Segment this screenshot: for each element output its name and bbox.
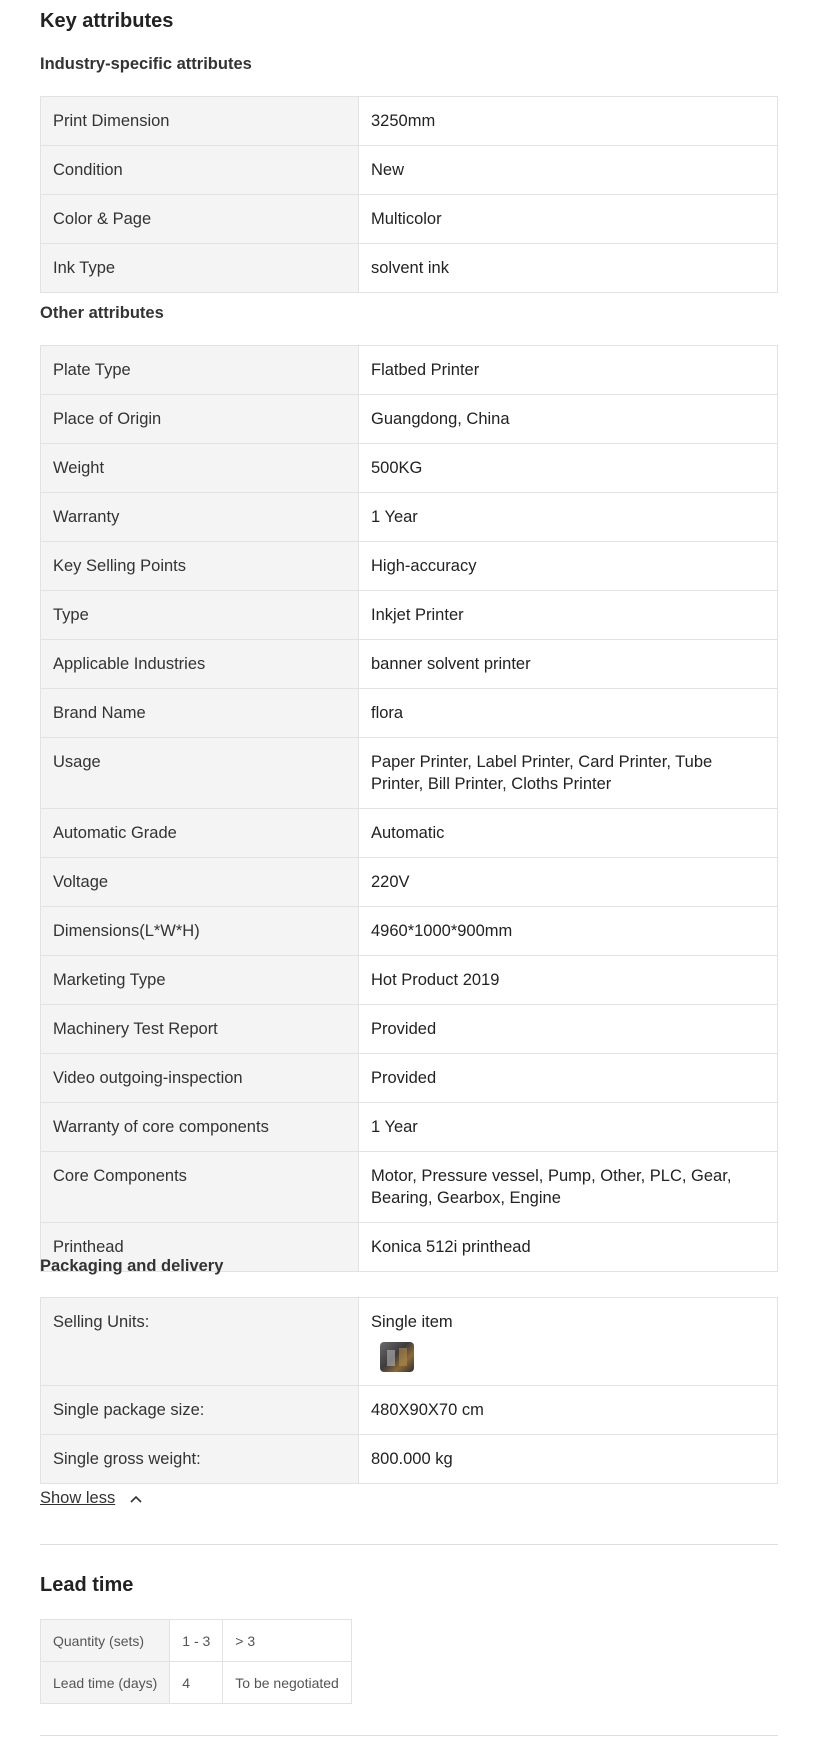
- lead-time-title: Lead time: [40, 1574, 134, 1596]
- attr-value: Provided: [359, 1005, 778, 1054]
- industry-attributes-title: Industry-specific attributes: [40, 55, 252, 73]
- table-row: [41, 640, 778, 689]
- attr-value: 500KG: [359, 444, 778, 493]
- attr-value: Automatic: [359, 809, 778, 858]
- attr-key: Color & Page: [41, 195, 359, 244]
- table-row: [41, 1152, 778, 1223]
- attr-key: Single package size:: [41, 1386, 359, 1435]
- attr-key: Machinery Test Report: [41, 1005, 359, 1054]
- attr-key: Place of Origin: [41, 395, 359, 444]
- attr-key: Print Dimension: [41, 97, 359, 146]
- lead-time-table: [40, 1619, 352, 1704]
- table-row: [41, 1005, 778, 1054]
- attr-value: Guangdong, China: [359, 395, 778, 444]
- attr-value: flora: [359, 689, 778, 738]
- attr-value: Paper Printer, Label Printer, Card Printer, Tube Printer, Bill Printer, Cloths Printer: [359, 738, 778, 809]
- table-row: [41, 591, 778, 640]
- attr-value: 1 Year: [359, 493, 778, 542]
- table-row: [41, 738, 778, 809]
- lead-header-cell: > 3: [223, 1620, 352, 1662]
- attr-key: Single gross weight:: [41, 1435, 359, 1484]
- attr-key: Weight: [41, 444, 359, 493]
- attr-value: Inkjet Printer: [359, 591, 778, 640]
- table-row: [41, 1298, 778, 1386]
- lead-row-cell: Lead time (days): [41, 1662, 170, 1704]
- key-attributes-title: Key attributes: [40, 10, 174, 32]
- lead-row-cell: 4: [170, 1662, 223, 1704]
- attr-value: Single item: [371, 1313, 453, 1331]
- lead-row-cell: To be negotiated: [223, 1662, 352, 1704]
- attr-value: New: [359, 146, 778, 195]
- attr-value: Flatbed Printer: [359, 346, 778, 395]
- table-row: [41, 146, 778, 195]
- industry-attributes-table: [40, 96, 778, 293]
- table-row: [41, 1435, 778, 1484]
- attr-value: 220V: [359, 858, 778, 907]
- table-row: [41, 346, 778, 395]
- attr-value: Multicolor: [359, 195, 778, 244]
- table-row: [41, 542, 778, 591]
- table-row: [41, 858, 778, 907]
- table-row: [41, 244, 778, 293]
- other-attributes-table: [40, 345, 778, 1272]
- lead-header-cell: 1 - 3: [170, 1620, 223, 1662]
- attr-key: Type: [41, 591, 359, 640]
- show-less-label: Show less: [40, 1489, 116, 1507]
- attr-key: Automatic Grade: [41, 809, 359, 858]
- attr-value: Hot Product 2019: [359, 956, 778, 1005]
- product-thumbnail[interactable]: [380, 1342, 414, 1372]
- attr-key: Brand Name: [41, 689, 359, 738]
- attr-key: Condition: [41, 146, 359, 195]
- table-row: [41, 1620, 352, 1662]
- attr-value: solvent ink: [359, 244, 778, 293]
- attr-key: Voltage: [41, 858, 359, 907]
- chevron-up-icon: [129, 1494, 143, 1504]
- table-row: [41, 907, 778, 956]
- table-row: [41, 809, 778, 858]
- attr-key: Marketing Type: [41, 956, 359, 1005]
- table-row: [41, 493, 778, 542]
- table-row: [41, 689, 778, 738]
- attr-value: Motor, Pressure vessel, Pump, Other, PLC, Gear, Bearing, Gearbox, Engine: [359, 1152, 778, 1223]
- other-attributes-title: Other attributes: [40, 304, 164, 322]
- attr-key: Dimensions(L*W*H): [41, 907, 359, 956]
- attr-key: Video outgoing-inspection: [41, 1054, 359, 1103]
- attr-key: Ink Type: [41, 244, 359, 293]
- table-row: [41, 1054, 778, 1103]
- table-row: [41, 1662, 352, 1704]
- attr-key: Applicable Industries: [41, 640, 359, 689]
- attr-value-cell: [359, 1298, 778, 1386]
- divider: [40, 1735, 778, 1736]
- attr-key: Plate Type: [41, 346, 359, 395]
- table-row: [41, 1103, 778, 1152]
- table-row: [41, 97, 778, 146]
- attr-value: 800.000 kg: [359, 1435, 778, 1484]
- attr-value: Konica 512i printhead: [359, 1223, 778, 1272]
- attr-key: Selling Units:: [41, 1298, 359, 1386]
- attr-key: Usage: [41, 738, 359, 809]
- table-row: [41, 1386, 778, 1435]
- show-less-button[interactable]: [40, 1489, 143, 1508]
- attr-key: Core Components: [41, 1152, 359, 1223]
- attr-key: Key Selling Points: [41, 542, 359, 591]
- attr-key: Warranty of core components: [41, 1103, 359, 1152]
- attr-value: Provided: [359, 1054, 778, 1103]
- attr-value: 3250mm: [359, 97, 778, 146]
- table-row: [41, 195, 778, 244]
- lead-header-cell: Quantity (sets): [41, 1620, 170, 1662]
- attr-value: High-accuracy: [359, 542, 778, 591]
- table-row: [41, 444, 778, 493]
- attr-key: Warranty: [41, 493, 359, 542]
- attr-value: banner solvent printer: [359, 640, 778, 689]
- attr-value: 4960*1000*900mm: [359, 907, 778, 956]
- packaging-table: [40, 1297, 778, 1484]
- attr-value: 1 Year: [359, 1103, 778, 1152]
- packaging-title: Packaging and delivery: [40, 1257, 224, 1275]
- table-row: [41, 395, 778, 444]
- table-row: [41, 956, 778, 1005]
- attr-value: 480X90X70 cm: [359, 1386, 778, 1435]
- divider: [40, 1544, 778, 1545]
- attr-key: Printhead: [41, 1223, 359, 1272]
